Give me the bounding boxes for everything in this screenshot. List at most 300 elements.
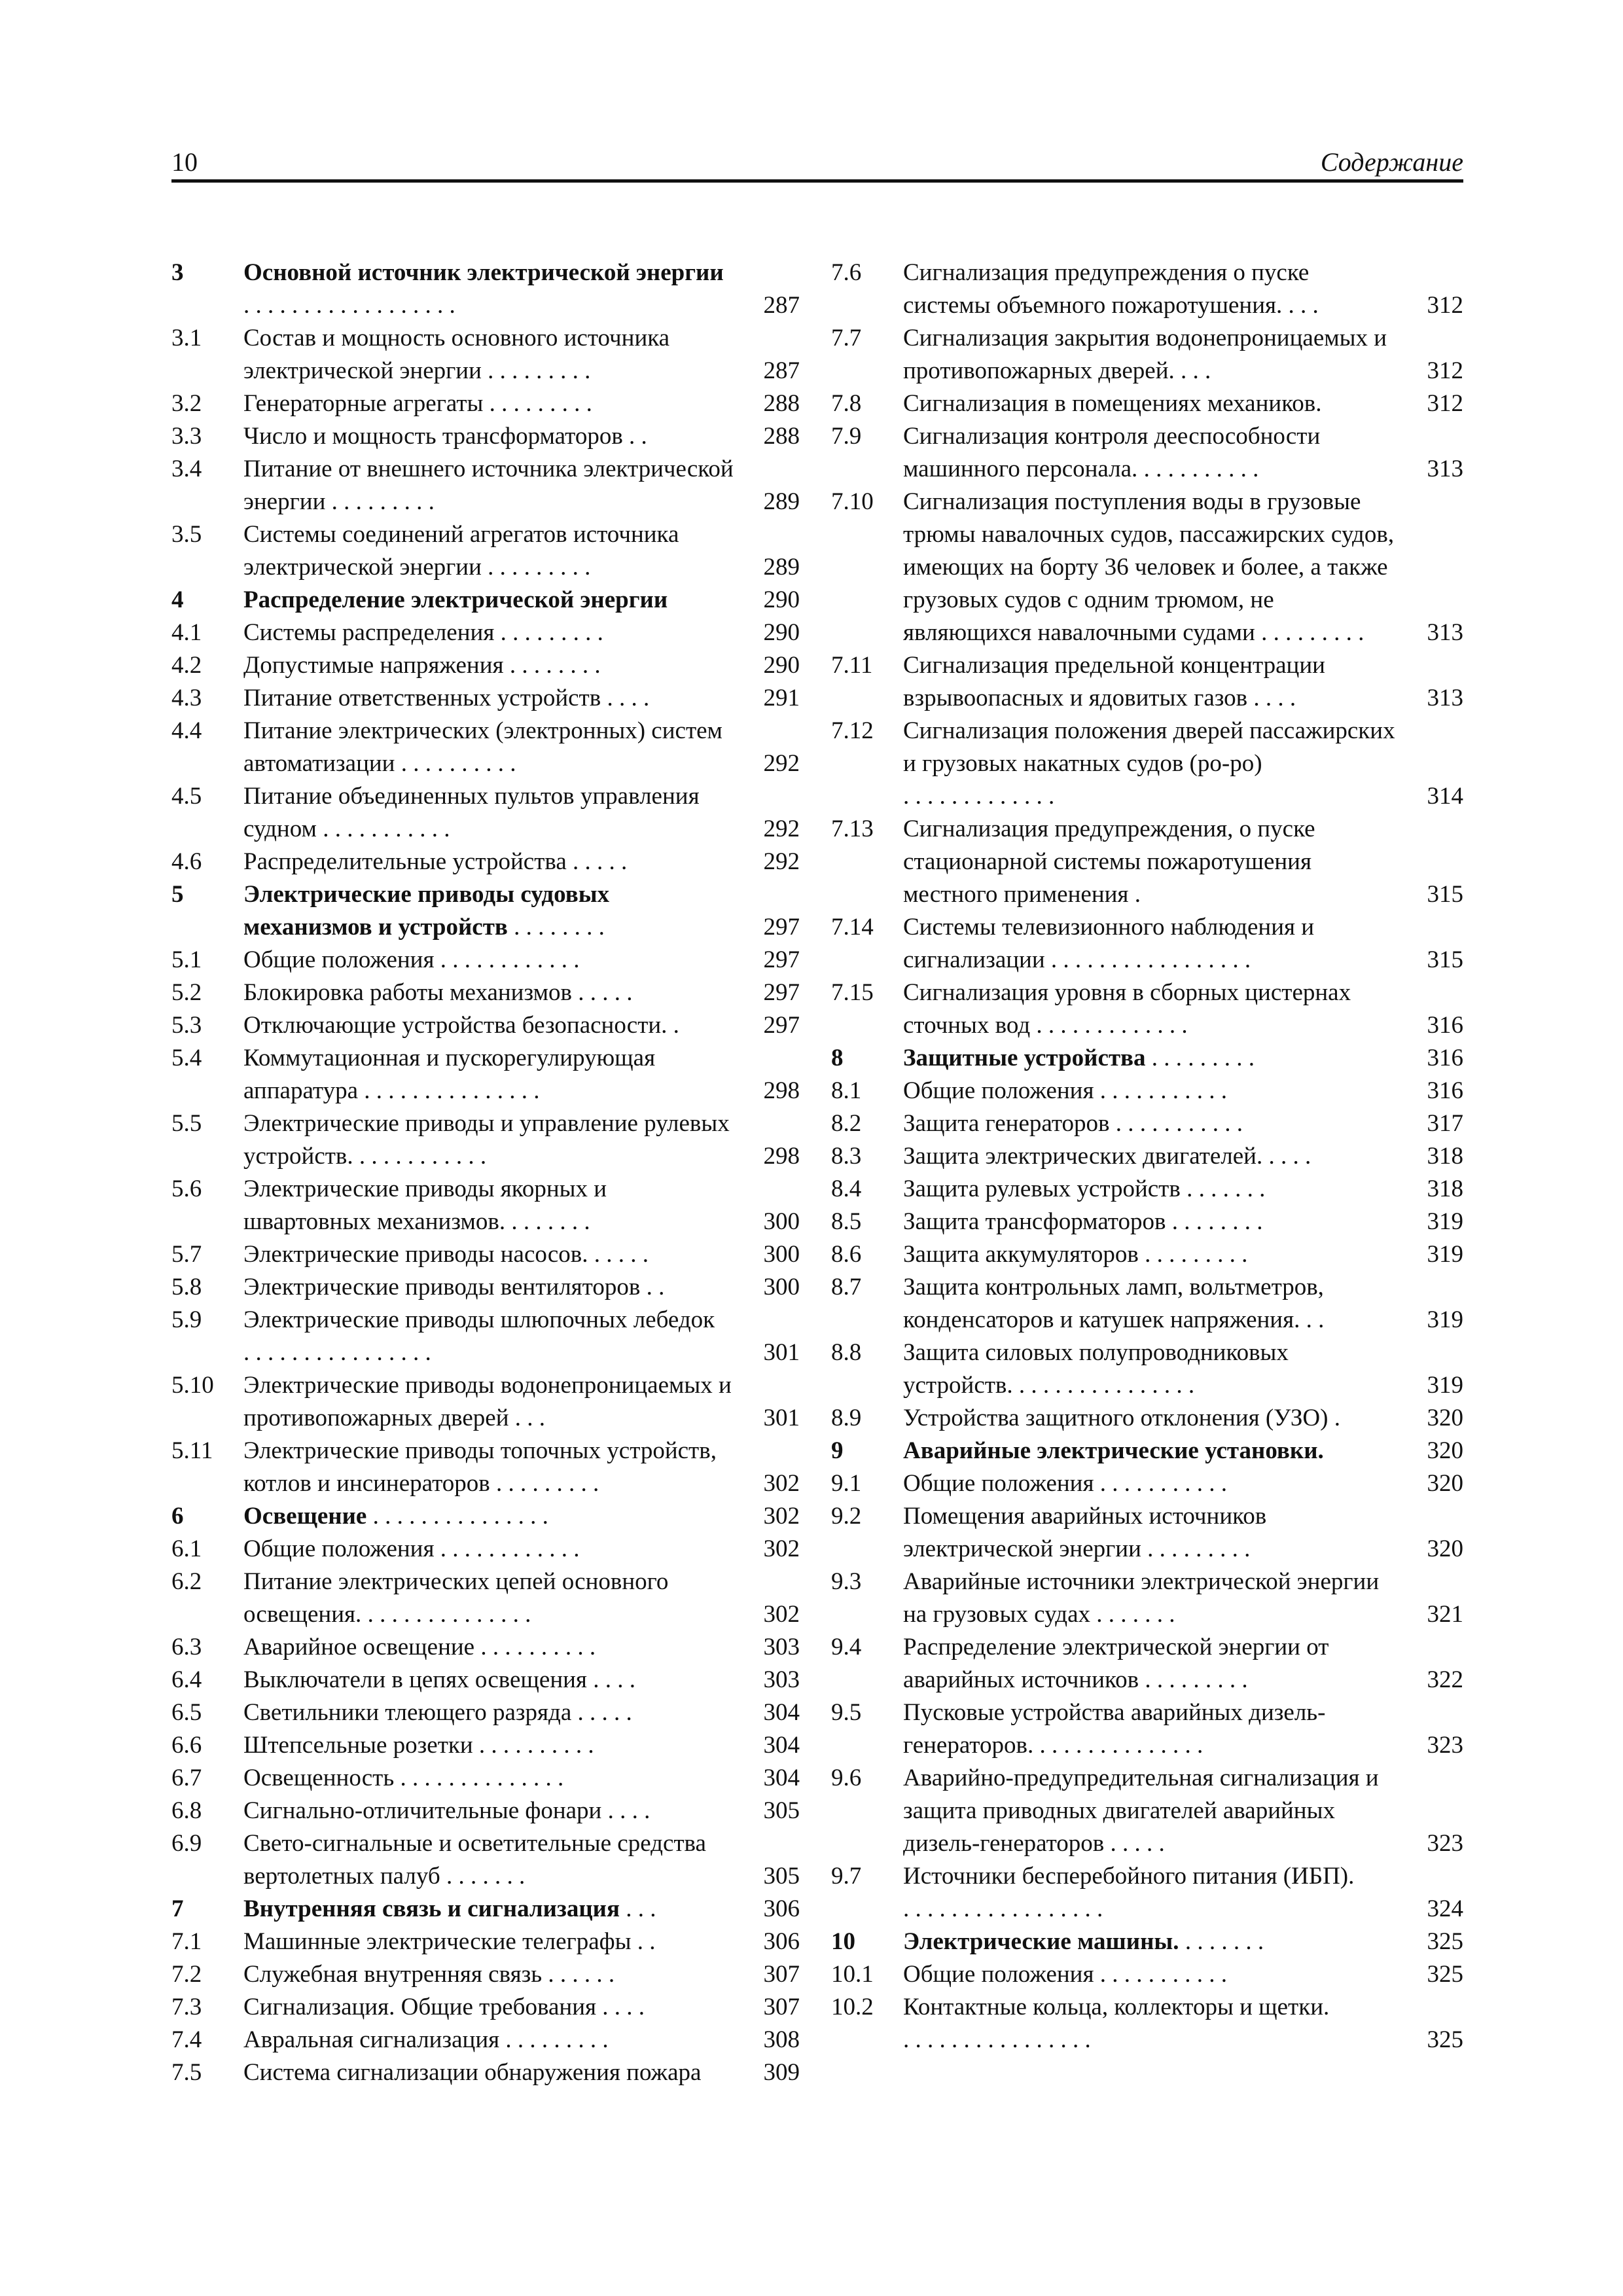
toc-entry	[831, 649, 1463, 715]
toc-entry-body	[903, 715, 1463, 813]
toc-entry-body	[903, 1042, 1463, 1075]
toc-entry-title: Питание электрических (электронных) систем автоматизации	[243, 717, 722, 777]
toc-entry-number: 6.7	[171, 1765, 202, 1791]
toc-entry-number: 9.4	[831, 1634, 862, 1660]
toc-entry-number: 5	[171, 881, 184, 908]
toc-entry-title: Освещение	[243, 1503, 367, 1530]
dot-leader: . . . . . . . . . . . . . .	[1039, 1732, 1204, 1759]
toc-entry-body	[243, 977, 800, 1009]
toc-entry-body	[243, 682, 800, 715]
toc-entry-title: Сигнально-отличительные фонари	[243, 1797, 602, 1824]
toc-entry-number: 10	[831, 1928, 855, 1955]
toc-entry-number: 9.3	[831, 1568, 862, 1595]
dot-leader: . . . . . . . . .	[1151, 1045, 1255, 1071]
toc-entry	[831, 257, 1463, 322]
toc-entry-body	[243, 1435, 800, 1500]
toc-entry-number: 8.8	[831, 1339, 862, 1366]
dot-leader: . . . . . . . . . . . . . . . . .	[903, 1895, 1103, 1922]
toc-entry	[171, 682, 800, 715]
dot-leader: . . . . . . . . . . . . . . .	[364, 1077, 540, 1104]
toc-entry-page: 292	[763, 848, 800, 875]
toc-entry-number: 7.4	[171, 2026, 202, 2053]
toc-entry-number: 7.14	[831, 914, 874, 941]
toc-entry-number: 7.7	[831, 325, 862, 351]
toc-entry-title: Штепсельные розетки	[243, 1732, 473, 1759]
toc-entry	[171, 1958, 800, 1991]
toc-entry-page: 300	[763, 1241, 800, 1268]
toc-entry-page: 305	[763, 1863, 800, 1890]
toc-entry-number: 4.5	[171, 783, 202, 810]
dot-leader: . . . . . . . . . . . .	[440, 946, 580, 973]
toc-entry	[831, 1500, 1463, 1566]
toc-entry-page: 292	[763, 750, 800, 777]
toc-entry-body	[243, 1173, 800, 1238]
toc-entry-page: 313	[1427, 456, 1463, 482]
toc-entry-page: 320	[1427, 1470, 1463, 1497]
dot-leader: . . . . . . . . .	[331, 488, 435, 515]
toc-entry	[171, 1435, 800, 1500]
toc-entry-page: 324	[1427, 1895, 1463, 1922]
dot-leader: . . .	[514, 1405, 546, 1431]
toc-entry	[171, 846, 800, 878]
dot-leader: . .	[646, 1274, 665, 1300]
toc-entry-body	[903, 911, 1463, 977]
toc-entry-number: 6.3	[171, 1634, 202, 1660]
toc-entry	[171, 977, 800, 1009]
dot-leader: . . . . . .	[548, 1961, 615, 1988]
toc-entry-number: 4.3	[171, 685, 202, 711]
toc-entry-body	[243, 1795, 800, 1827]
dot-leader: . . . . . . . . . .	[480, 1634, 596, 1660]
toc-entry-title: Аварийные источники электрической энергии на грузовых судах	[903, 1568, 1380, 1628]
toc-entry-body	[243, 257, 800, 322]
toc-entry	[171, 257, 800, 322]
toc-entry-page: 320	[1427, 1535, 1463, 1562]
toc-entry-number: 5.7	[171, 1241, 202, 1268]
toc-entry-page: 297	[763, 914, 800, 941]
toc-entry-body	[243, 1042, 800, 1107]
dot-leader: . . . . .	[594, 1241, 649, 1268]
toc-entry-page: 297	[763, 946, 800, 973]
toc-entry-title: Сигнализация предупреждения о пуске системы объемного пожаротушения.	[903, 259, 1310, 319]
dot-leader: . . . . . . . . .	[496, 1470, 599, 1497]
dot-leader: . . . . . . . . . . .	[359, 1143, 487, 1170]
toc-entry	[171, 1566, 800, 1631]
toc-entry-body	[903, 1500, 1463, 1566]
toc-entry-title: Аварийно-предупредительная сигнализация и защита приводных двигателей аварийных дизель-генераторов	[903, 1765, 1379, 1857]
toc-entry-body	[243, 1696, 800, 1729]
toc-entry-number: 3.3	[171, 423, 202, 450]
toc-entry-title: Общие положения	[903, 1077, 1094, 1104]
toc-entry-title: Общие положения	[243, 946, 435, 973]
toc-entry-number: 9.1	[831, 1470, 862, 1497]
toc-entry-number: 3.1	[171, 325, 202, 351]
toc-entry-title: Помещения аварийных источников электрической энергии	[903, 1503, 1267, 1562]
toc-entry	[171, 1533, 800, 1566]
dot-leader: . .	[629, 423, 647, 450]
toc-entry	[831, 1206, 1463, 1238]
dot-leader: . . . . . . . . . . . . . . . . . .	[243, 292, 455, 319]
toc-entry-page: 314	[1427, 783, 1463, 810]
toc-entry-page: 313	[1427, 685, 1463, 711]
toc-entry-body	[243, 1664, 800, 1696]
toc-entry-page: 315	[1427, 881, 1463, 908]
toc-entry	[171, 1369, 800, 1435]
toc-entry	[171, 453, 800, 518]
toc-entry	[831, 715, 1463, 813]
toc-entry	[171, 715, 800, 780]
toc-entry-body	[243, 1762, 800, 1795]
dot-leader: . . .	[1181, 357, 1211, 384]
toc-entry	[831, 1107, 1463, 1140]
toc-entry-body	[243, 1369, 800, 1435]
toc-entry-title: Защита генераторов	[903, 1110, 1110, 1137]
toc-entry-page: 303	[763, 1634, 800, 1660]
toc-entry-body	[903, 322, 1463, 387]
toc-entry	[831, 813, 1463, 911]
toc-entry-title: Сигнализация предупреждения, о пуске стационарной системы пожаротушения местного применения	[903, 816, 1315, 908]
toc-entry-number: 5.10	[171, 1372, 214, 1399]
toc-entry-title: Внутренняя связь и сигнализация	[243, 1895, 620, 1922]
dot-leader: . . . . . . . . .	[489, 390, 592, 417]
toc-entry-body	[243, 878, 800, 944]
toc-entry-body	[243, 1009, 800, 1042]
dot-leader: . . . . .	[577, 1699, 632, 1726]
dot-leader: . . . . . . . . . . . . .	[903, 783, 1055, 810]
toc-entry-body	[903, 649, 1463, 715]
toc-entry-body	[903, 977, 1463, 1042]
dot-leader: . . .	[1288, 292, 1319, 319]
toc-entry-page: 290	[763, 652, 800, 679]
toc-entry-number: 5.6	[171, 1175, 202, 1202]
dot-leader: . . . . . . . . . .	[1143, 456, 1259, 482]
toc-entry-number: 8.6	[831, 1241, 862, 1268]
dot-leader: . .	[637, 1928, 656, 1955]
toc-entry-body	[903, 1238, 1463, 1271]
toc-entry	[171, 518, 800, 584]
toc-entry	[831, 1271, 1463, 1336]
toc-entry	[171, 1991, 800, 2024]
toc-entry	[171, 1107, 800, 1173]
toc-entry	[171, 1893, 800, 1926]
toc-entry-page: 316	[1427, 1077, 1463, 1104]
toc-entry-title: Защита контрольных ламп, вольтметров, конденсаторов и катушек напряжения.	[903, 1274, 1324, 1333]
dot-leader: . . . . . . . . .	[1145, 1666, 1248, 1693]
toc-entry-body	[243, 322, 800, 387]
toc-entry-body	[903, 257, 1463, 322]
toc-entry	[171, 1827, 800, 1893]
toc-entry-page: 287	[763, 292, 800, 319]
toc-entry-title: Питание ответственных устройств	[243, 685, 601, 711]
toc-entry-title: Защита рулевых устройств	[903, 1175, 1181, 1202]
toc-entry-number: 7.10	[831, 488, 874, 515]
toc-entry-number: 8.1	[831, 1077, 862, 1104]
toc-entry-number: 7.3	[171, 1994, 202, 2020]
toc-entry-number: 7.6	[831, 259, 862, 286]
toc-entry	[831, 1042, 1463, 1075]
dot-leader: . . . . . . . . .	[488, 357, 591, 384]
toc-entry-body	[243, 715, 800, 780]
toc-entry-body	[903, 1402, 1463, 1435]
dot-leader: . . . . .	[1110, 1830, 1165, 1857]
toc-entry	[831, 1696, 1463, 1762]
dot-leader: . . . . . . .	[1186, 1175, 1266, 1202]
toc-entry-number: 7.1	[171, 1928, 202, 1955]
toc-entry-page: 300	[763, 1274, 800, 1300]
toc-entry-page: 309	[763, 2059, 800, 2086]
toc-entry-page: 323	[1427, 1830, 1463, 1857]
toc-entry-body	[903, 1860, 1463, 1926]
dot-leader: . . . . . . . . . . . . . . . . .	[1050, 946, 1251, 973]
toc-entry-title: Электрические приводы топочных устройств, котлов и инсинераторов	[243, 1437, 717, 1497]
dot-leader: . . . . . . . . . . .	[1115, 1110, 1243, 1137]
toc-entry-page: 316	[1427, 1012, 1463, 1039]
toc-entry-title: Общие положения	[243, 1535, 435, 1562]
toc-entry-page: 297	[763, 979, 800, 1006]
toc-entry-title: Устройства защитного отклонения (УЗО)	[903, 1405, 1329, 1431]
toc-entry-page: 290	[763, 619, 800, 646]
toc-entry-body	[243, 846, 800, 878]
toc-entry-number: 6.2	[171, 1568, 202, 1595]
toc-entry	[831, 1173, 1463, 1206]
dot-leader: .	[1134, 881, 1141, 908]
toc-entry-page: 300	[763, 1208, 800, 1235]
toc-entry-number: 6.1	[171, 1535, 202, 1562]
toc-entry-page: 304	[763, 1699, 800, 1726]
toc-entry	[171, 387, 800, 420]
toc-entry-page: 319	[1427, 1306, 1463, 1333]
dot-leader: . . . . .	[573, 848, 628, 875]
toc-entry-body	[243, 420, 800, 453]
dot-leader: . . . . . . .	[1185, 1928, 1264, 1955]
toc-entry-number: 7.5	[171, 2059, 202, 2086]
toc-entry-page: 319	[1427, 1208, 1463, 1235]
toc-entry	[831, 1762, 1463, 1860]
toc-entry-page: 318	[1427, 1175, 1463, 1202]
toc-entry-title: Защита трансформаторов	[903, 1208, 1166, 1235]
toc-entry-title: Системы телевизионного наблюдения и сигнализации	[903, 914, 1315, 973]
toc-entry-number: 9.5	[831, 1699, 862, 1726]
toc-entry-title: Системы распределения	[243, 619, 495, 646]
toc-entry-body	[243, 1631, 800, 1664]
toc-entry-body	[903, 1696, 1463, 1762]
toc-entry-title: Аварийное освещение	[243, 1634, 475, 1660]
toc-entry-title: Сигнализация поступления воды в грузовые трюмы навалочных судов, пассажирских судов, имеющих на борту 36 человек и более, а также грузовых судов с одним трюмом, не являющихся навалочными судами	[903, 488, 1395, 646]
toc-entry-title: Источники бесперебойного питания (ИБП).	[903, 1863, 1355, 1890]
page-header	[171, 137, 1463, 183]
toc-entry-page: 318	[1427, 1143, 1463, 1170]
toc-entry-page: 304	[763, 1765, 800, 1791]
toc-entry-body	[243, 518, 800, 584]
toc-entry-number: 5.2	[171, 979, 202, 1006]
toc-entry-number: 5.9	[171, 1306, 202, 1333]
toc-entry-number: 7.12	[831, 717, 874, 744]
toc-entry-body	[903, 1173, 1463, 1206]
toc-entry	[171, 1795, 800, 1827]
toc-entry-title: Сигнализация в помещениях механиков.	[903, 390, 1322, 417]
toc-entry-body	[243, 1271, 800, 1304]
toc-entry-page: 313	[1427, 619, 1463, 646]
toc-entry	[171, 1042, 800, 1107]
toc-entry	[831, 1991, 1463, 2056]
toc-entry-number: 7	[171, 1895, 184, 1922]
toc-entry-body	[903, 1271, 1463, 1336]
toc-entry	[171, 1696, 800, 1729]
toc-entry-body	[243, 1926, 800, 1958]
toc-entry-page: 312	[1427, 292, 1463, 319]
toc-entry-title: Электрические приводы якорных и швартовных механизмов.	[243, 1175, 607, 1235]
toc-entry-title: Контактные кольца, коллекторы и щетки.	[903, 1994, 1330, 2020]
toc-entry-title: Свето-сигнальные и осветительные средства вертолетных палуб	[243, 1830, 706, 1890]
toc-entry-number: 7.15	[831, 979, 874, 1006]
toc-entry-page: 323	[1427, 1732, 1463, 1759]
toc-entry-page: 297	[763, 1012, 800, 1039]
dot-leader: . . . . . . . . .	[500, 619, 603, 646]
toc-entry-body	[903, 1926, 1463, 1958]
toc-entry-body	[243, 780, 800, 846]
dot-leader: . . . .	[1253, 685, 1296, 711]
toc-entry-title: Сигнализация предельной концентрации взрывоопасных и ядовитых газов	[903, 652, 1325, 711]
toc-entry-page: 320	[1427, 1437, 1463, 1464]
dot-leader: . . . .	[593, 1666, 635, 1693]
dot-leader: . . . . . . . . .	[1145, 1241, 1248, 1268]
toc-entry-title: Генераторные агрегаты	[243, 390, 484, 417]
toc-entry-number: 5.11	[171, 1437, 213, 1464]
toc-entry	[831, 1958, 1463, 1991]
toc-entry-page: 298	[763, 1143, 800, 1170]
toc-entry-number: 5.3	[171, 1012, 202, 1039]
toc-entry	[831, 1860, 1463, 1926]
dot-leader: . . . . . . . . .	[505, 2026, 609, 2053]
toc-entry-body	[903, 1991, 1463, 2056]
toc-entry-title: Сигнализация контроля дееспособности машинного персонала.	[903, 423, 1321, 482]
dot-leader: . . . . . . .	[511, 1208, 590, 1235]
toc-entry-body	[243, 1533, 800, 1566]
toc-entry-body	[903, 1958, 1463, 1991]
toc-entry-title: Аварийные электрические установки.	[903, 1437, 1324, 1464]
dot-leader: . . . . . . . . . . . . . . . .	[243, 1339, 431, 1366]
toc-entry-title: Авральная сигнализация	[243, 2026, 500, 2053]
toc-left-column	[171, 257, 800, 2089]
dot-leader: . . .	[626, 1895, 656, 1922]
toc-entry	[831, 1336, 1463, 1402]
toc-entry-title: Отключающие устройства безопасности.	[243, 1012, 668, 1039]
toc-entry-body	[243, 1991, 800, 2024]
dot-leader: . . . .	[607, 1797, 651, 1824]
toc-entry-body	[903, 1206, 1463, 1238]
toc-entry	[831, 486, 1463, 649]
page-number: 10	[171, 147, 198, 177]
toc-entry-title: Сигнализация положения дверей пассажирских и грузовых накатных судов (ро-ро)	[903, 717, 1395, 777]
toc-entry-page: 315	[1427, 946, 1463, 973]
toc-entry-number: 8.9	[831, 1405, 862, 1431]
toc-entry-number: 10.1	[831, 1961, 874, 1988]
toc-entry-number: 5.8	[171, 1274, 202, 1300]
toc-entry	[171, 1173, 800, 1238]
toc-entry-number: 5.5	[171, 1110, 202, 1137]
dot-leader: . . . . . . . . .	[488, 554, 591, 581]
toc-entry-page: 325	[1427, 2026, 1463, 2053]
toc-entry-body	[243, 1827, 800, 1893]
toc-entry-body	[903, 1467, 1463, 1500]
toc-entry-body	[243, 2056, 800, 2089]
dot-leader: . . . .	[607, 685, 650, 711]
toc-entry	[831, 1467, 1463, 1500]
toc-entry-number: 4.2	[171, 652, 202, 679]
toc-entry-page: 317	[1427, 1110, 1463, 1137]
toc-entry-page: 289	[763, 554, 800, 581]
dot-leader: . . . . . . . . . . . . . . .	[372, 1503, 548, 1530]
toc-entry-page: 298	[763, 1077, 800, 1104]
toc-entry-title: Пусковые устройства аварийных дизель-генераторов.	[903, 1699, 1326, 1759]
dot-leader: . . . . . . . . . . . . .	[1036, 1012, 1188, 1039]
toc-entry-title: Состав и мощность основного источника электрической энергии	[243, 325, 670, 384]
toc-entry-body	[243, 649, 800, 682]
toc-entry-title: Защита силовых полупроводниковых устройств.	[903, 1339, 1289, 1399]
toc-right-column	[831, 257, 1463, 2056]
toc-entry-title: Допустимые напряжения	[243, 652, 504, 679]
dot-leader: . . . . . . . . . . .	[1099, 1961, 1227, 1988]
toc-entry	[171, 420, 800, 453]
toc-entry-number: 4	[171, 586, 184, 613]
toc-entry-body	[243, 1107, 800, 1173]
dot-leader: .	[1334, 1405, 1340, 1431]
dot-leader: . . . . . . . . . . . . . .	[367, 1601, 531, 1628]
toc-entry-page: 312	[1427, 390, 1463, 417]
toc-entry	[171, 2056, 800, 2089]
toc-entry-page: 302	[763, 1470, 800, 1497]
toc-entry-body	[243, 1893, 800, 1926]
dot-leader: . . . . . . . . . . . .	[440, 1535, 580, 1562]
toc-entry-page: 325	[1427, 1928, 1463, 1955]
toc-entry	[171, 1304, 800, 1369]
toc-entry	[831, 1402, 1463, 1435]
toc-entry-page: 305	[763, 1797, 800, 1824]
toc-entry	[171, 617, 800, 649]
toc-entry-body	[243, 387, 800, 420]
toc-entry-number: 6.4	[171, 1666, 202, 1693]
toc-entry-title: Электрические приводы вентиляторов	[243, 1274, 641, 1300]
toc-entry-title: Машинные электрические телеграфы	[243, 1928, 632, 1955]
toc-entry-title: Распределение электрической энергии от аварийных источников	[903, 1634, 1329, 1693]
toc-entry-page: 312	[1427, 357, 1463, 384]
toc-entry-body	[243, 1729, 800, 1762]
toc-entry-page: 287	[763, 357, 800, 384]
toc-entry-body	[903, 1435, 1463, 1467]
toc-entry-body	[243, 1304, 800, 1369]
toc-entry-number: 9.6	[831, 1765, 862, 1791]
toc-entry-title: Сигнализация. Общие требования	[243, 1994, 597, 2020]
toc-entry-title: Основной источник электрической энергии	[243, 259, 724, 286]
dot-leader: . . . .	[1268, 1143, 1311, 1170]
toc-entry-title: Электрические приводы шлюпочных лебедок	[243, 1306, 715, 1333]
toc-entry-page: 290	[763, 586, 800, 613]
toc-entry-page: 301	[763, 1405, 800, 1431]
toc-entry-number: 10.2	[831, 1994, 874, 2020]
toc-entry-title: Светильники тлеющего разряда	[243, 1699, 572, 1726]
dot-leader: . . . . . . . . . . .	[323, 816, 450, 842]
toc-entry-title: Электрические приводы водонепроницаемых и противопожарных дверей	[243, 1372, 732, 1431]
toc-entry-title: Общие положения	[903, 1961, 1094, 1988]
toc-entry-body	[243, 617, 800, 649]
toc-entry-body	[903, 1762, 1463, 1860]
toc-entry-body	[903, 1336, 1463, 1402]
toc-entry-page: 288	[763, 390, 800, 417]
dot-leader: . . . . . . . . . .	[401, 750, 516, 777]
toc-entry-title: Сигнализация закрытия водонепроницаемых и противопожарных дверей.	[903, 325, 1387, 384]
toc-entry-page: 307	[763, 1994, 800, 2020]
dot-leader: . . . . . . . . . .	[478, 1732, 594, 1759]
